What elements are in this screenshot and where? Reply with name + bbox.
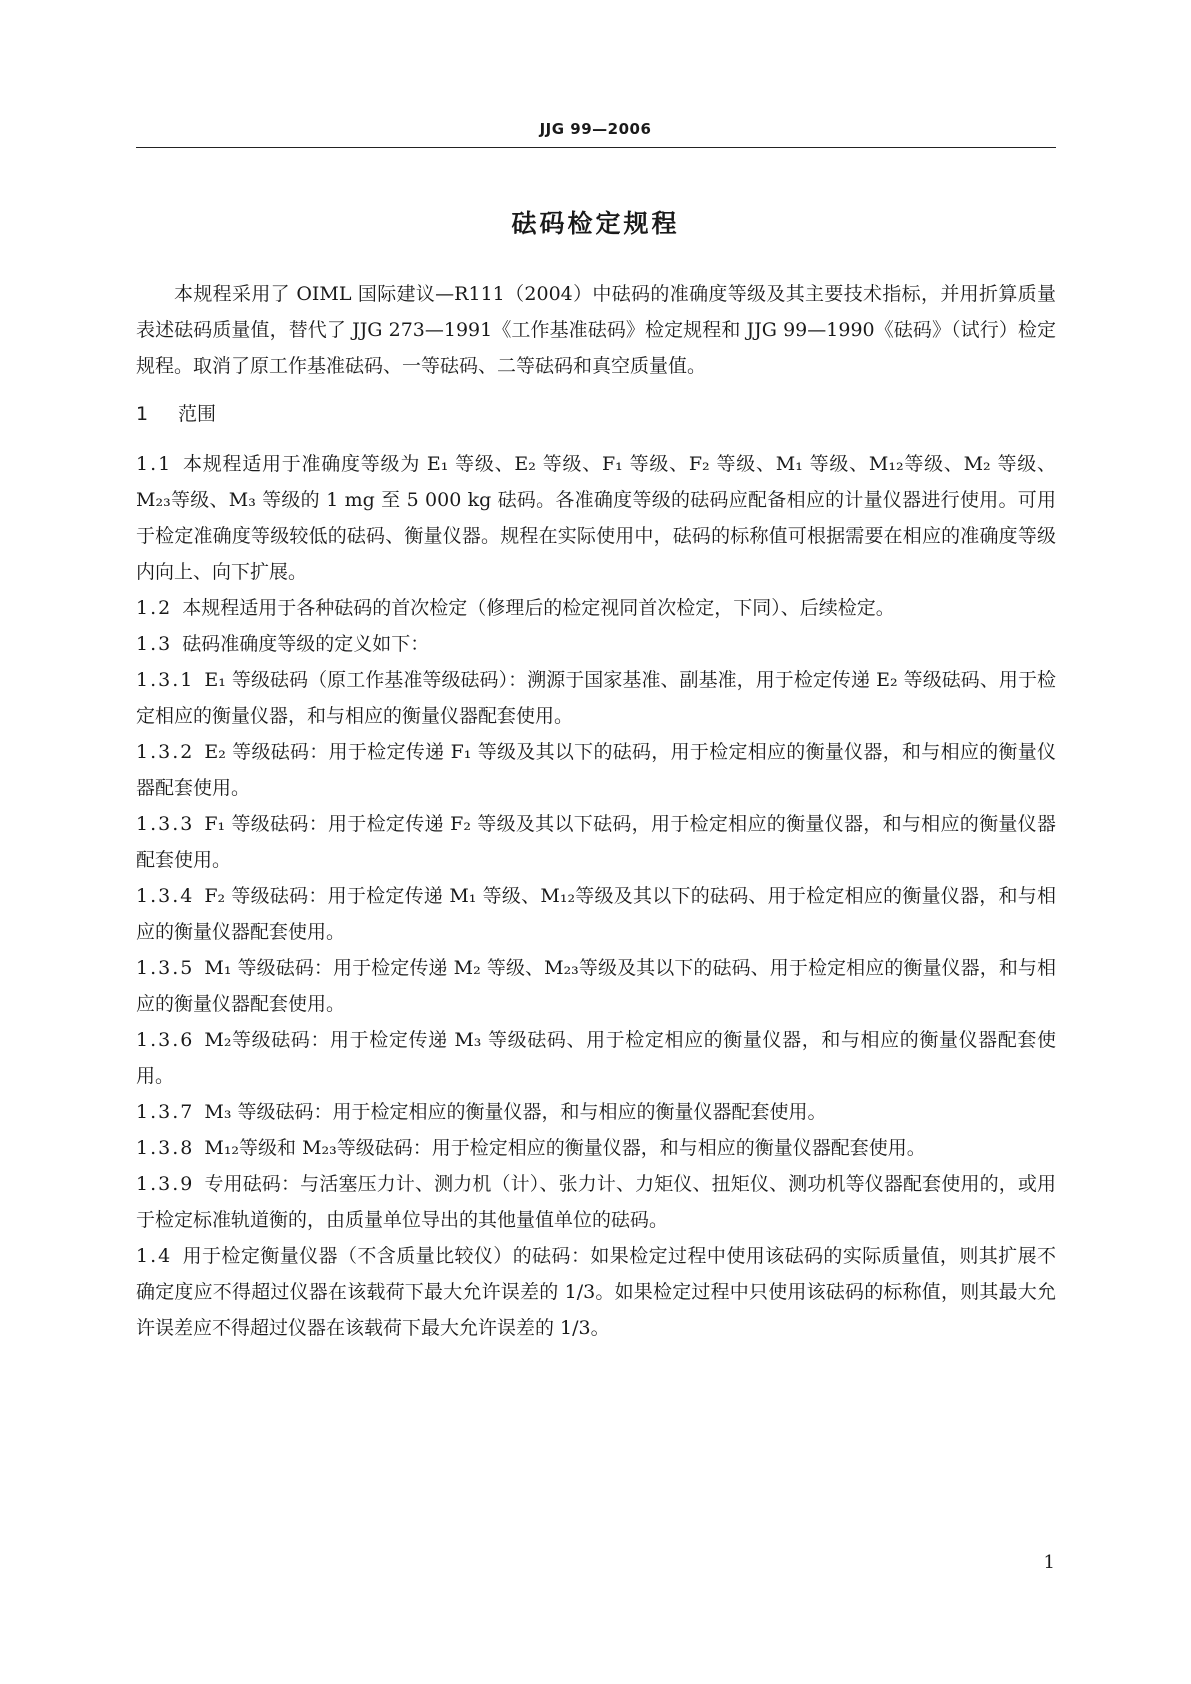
clause-number: 1.3.7 <box>136 1101 195 1123</box>
clause <box>136 1022 1056 1094</box>
clause <box>136 1130 1056 1166</box>
page-number: 1 <box>1043 1552 1055 1573</box>
section-number: 1 <box>136 403 151 425</box>
clause <box>136 1166 1056 1238</box>
clause <box>136 662 1056 734</box>
document-body <box>136 276 1056 1346</box>
section-title: 范围 <box>178 403 217 425</box>
clause-text: 本规程适用于各种砝码的首次检定（修理后的检定视同首次检定，下同）、后续检定。 <box>182 597 895 619</box>
clause-number: 1.3.5 <box>136 957 195 979</box>
clause-text: 本规程适用于准确度等级为 E₁ 等级、E₂ 等级、F₁ 等级、F₂ 等级、M₁ 等级、M₁₂等级、M₂ 等级、M₂₃等级、M₃ 等级的 1 mg 至 5 000 kg 砝码。各准确度等级的砝码应配备相应的计量仪器进行使用。可用于检定准确度等级较低的砝码、衡量仪器。规程在实际使用中，砝码的标称值可根据需要在相应的准确度等级内向上、向下扩展。 <box>136 453 1056 583</box>
header-divider <box>136 147 1056 148</box>
clause-text: 砝码准确度等级的定义如下： <box>182 633 430 655</box>
clause-number: 1.3.6 <box>136 1029 195 1051</box>
clause-text: M₁₂等级和 M₂₃等级砝码：用于检定相应的衡量仪器，和与相应的衡量仪器配套使用。 <box>204 1137 926 1159</box>
clause <box>136 878 1056 950</box>
clause-text: M₂等级砝码：用于检定传递 M₃ 等级砝码、用于检定相应的衡量仪器，和与相应的衡量仪器配套使用。 <box>136 1029 1056 1087</box>
clause <box>136 590 1056 626</box>
intro-paragraph: 本规程采用了 OIML 国际建议—R111（2004）中砝码的准确度等级及其主要技术指标，并用折算质量表述砝码质量值，替代了 JJG 273—1991《工作基准砝码》检定规程和 JJG 99—1990《砝码》（试行）检定规程。取消了原工作基准砝码、一等砝码、二等砝码和真空质量值。 <box>136 283 1056 377</box>
clause-text: F₁ 等级砝码：用于检定传递 F₂ 等级及其以下砝码，用于检定相应的衡量仪器，和与相应的衡量仪器配套使用。 <box>136 813 1056 871</box>
clause-text: 专用砝码：与活塞压力计、测力机（计）、张力计、力矩仪、扭矩仪、测功机等仪器配套使用的，或用于检定标准轨道衡的，由质量单位导出的其他量值单位的砝码。 <box>136 1173 1056 1231</box>
clause <box>136 446 1056 590</box>
clause-text: E₂ 等级砝码：用于检定传递 F₁ 等级及其以下的砝码，用于检定相应的衡量仪器，和与相应的衡量仪器配套使用。 <box>136 741 1056 799</box>
clause <box>136 626 1056 662</box>
clause-number: 1.3.9 <box>136 1173 195 1195</box>
clause-number: 1.3 <box>136 633 173 655</box>
standard-code-header: JJG 99—2006 <box>539 120 652 138</box>
clause-number: 1.1 <box>136 453 173 475</box>
clause <box>136 950 1056 1022</box>
clause <box>136 734 1056 806</box>
clause-text: E₁ 等级砝码（原工作基准等级砝码）：溯源于国家基准、副基准，用于检定传递 E₂ 等级砝码、用于检定相应的衡量仪器，和与相应的衡量仪器配套使用。 <box>136 669 1056 727</box>
clause-number: 1.3.2 <box>136 741 195 763</box>
clause-number: 1.3.8 <box>136 1137 195 1159</box>
clause <box>136 1094 1056 1130</box>
clause-text: 用于检定衡量仪器（不含质量比较仪）的砝码：如果检定过程中使用该砝码的实际质量值，则其扩展不确定度应不得超过仪器在该载荷下最大允许误差的 1/3。如果检定过程中只使用该砝码的标称值，则其最大允许误差应不得超过仪器在该载荷下最大允许误差的 1/3。 <box>136 1245 1056 1339</box>
clause-number: 1.3.1 <box>136 669 195 691</box>
clause-number: 1.4 <box>136 1245 173 1267</box>
clause-text: F₂ 等级砝码：用于检定传递 M₁ 等级、M₁₂等级及其以下的砝码、用于检定相应的衡量仪器，和与相应的衡量仪器配套使用。 <box>136 885 1056 943</box>
clause <box>136 1238 1056 1346</box>
clause-number: 1.3.3 <box>136 813 195 835</box>
clause <box>136 806 1056 878</box>
section-heading <box>136 396 1056 432</box>
document-title: 砝码检定规程 <box>511 209 680 238</box>
clause-text: M₁ 等级砝码：用于检定传递 M₂ 等级、M₂₃等级及其以下的砝码、用于检定相应的衡量仪器，和与相应的衡量仪器配套使用。 <box>136 957 1056 1015</box>
clause-number: 1.3.4 <box>136 885 195 907</box>
clause-number: 1.2 <box>136 597 173 619</box>
clause-text: M₃ 等级砝码：用于检定相应的衡量仪器，和与相应的衡量仪器配套使用。 <box>204 1101 827 1123</box>
